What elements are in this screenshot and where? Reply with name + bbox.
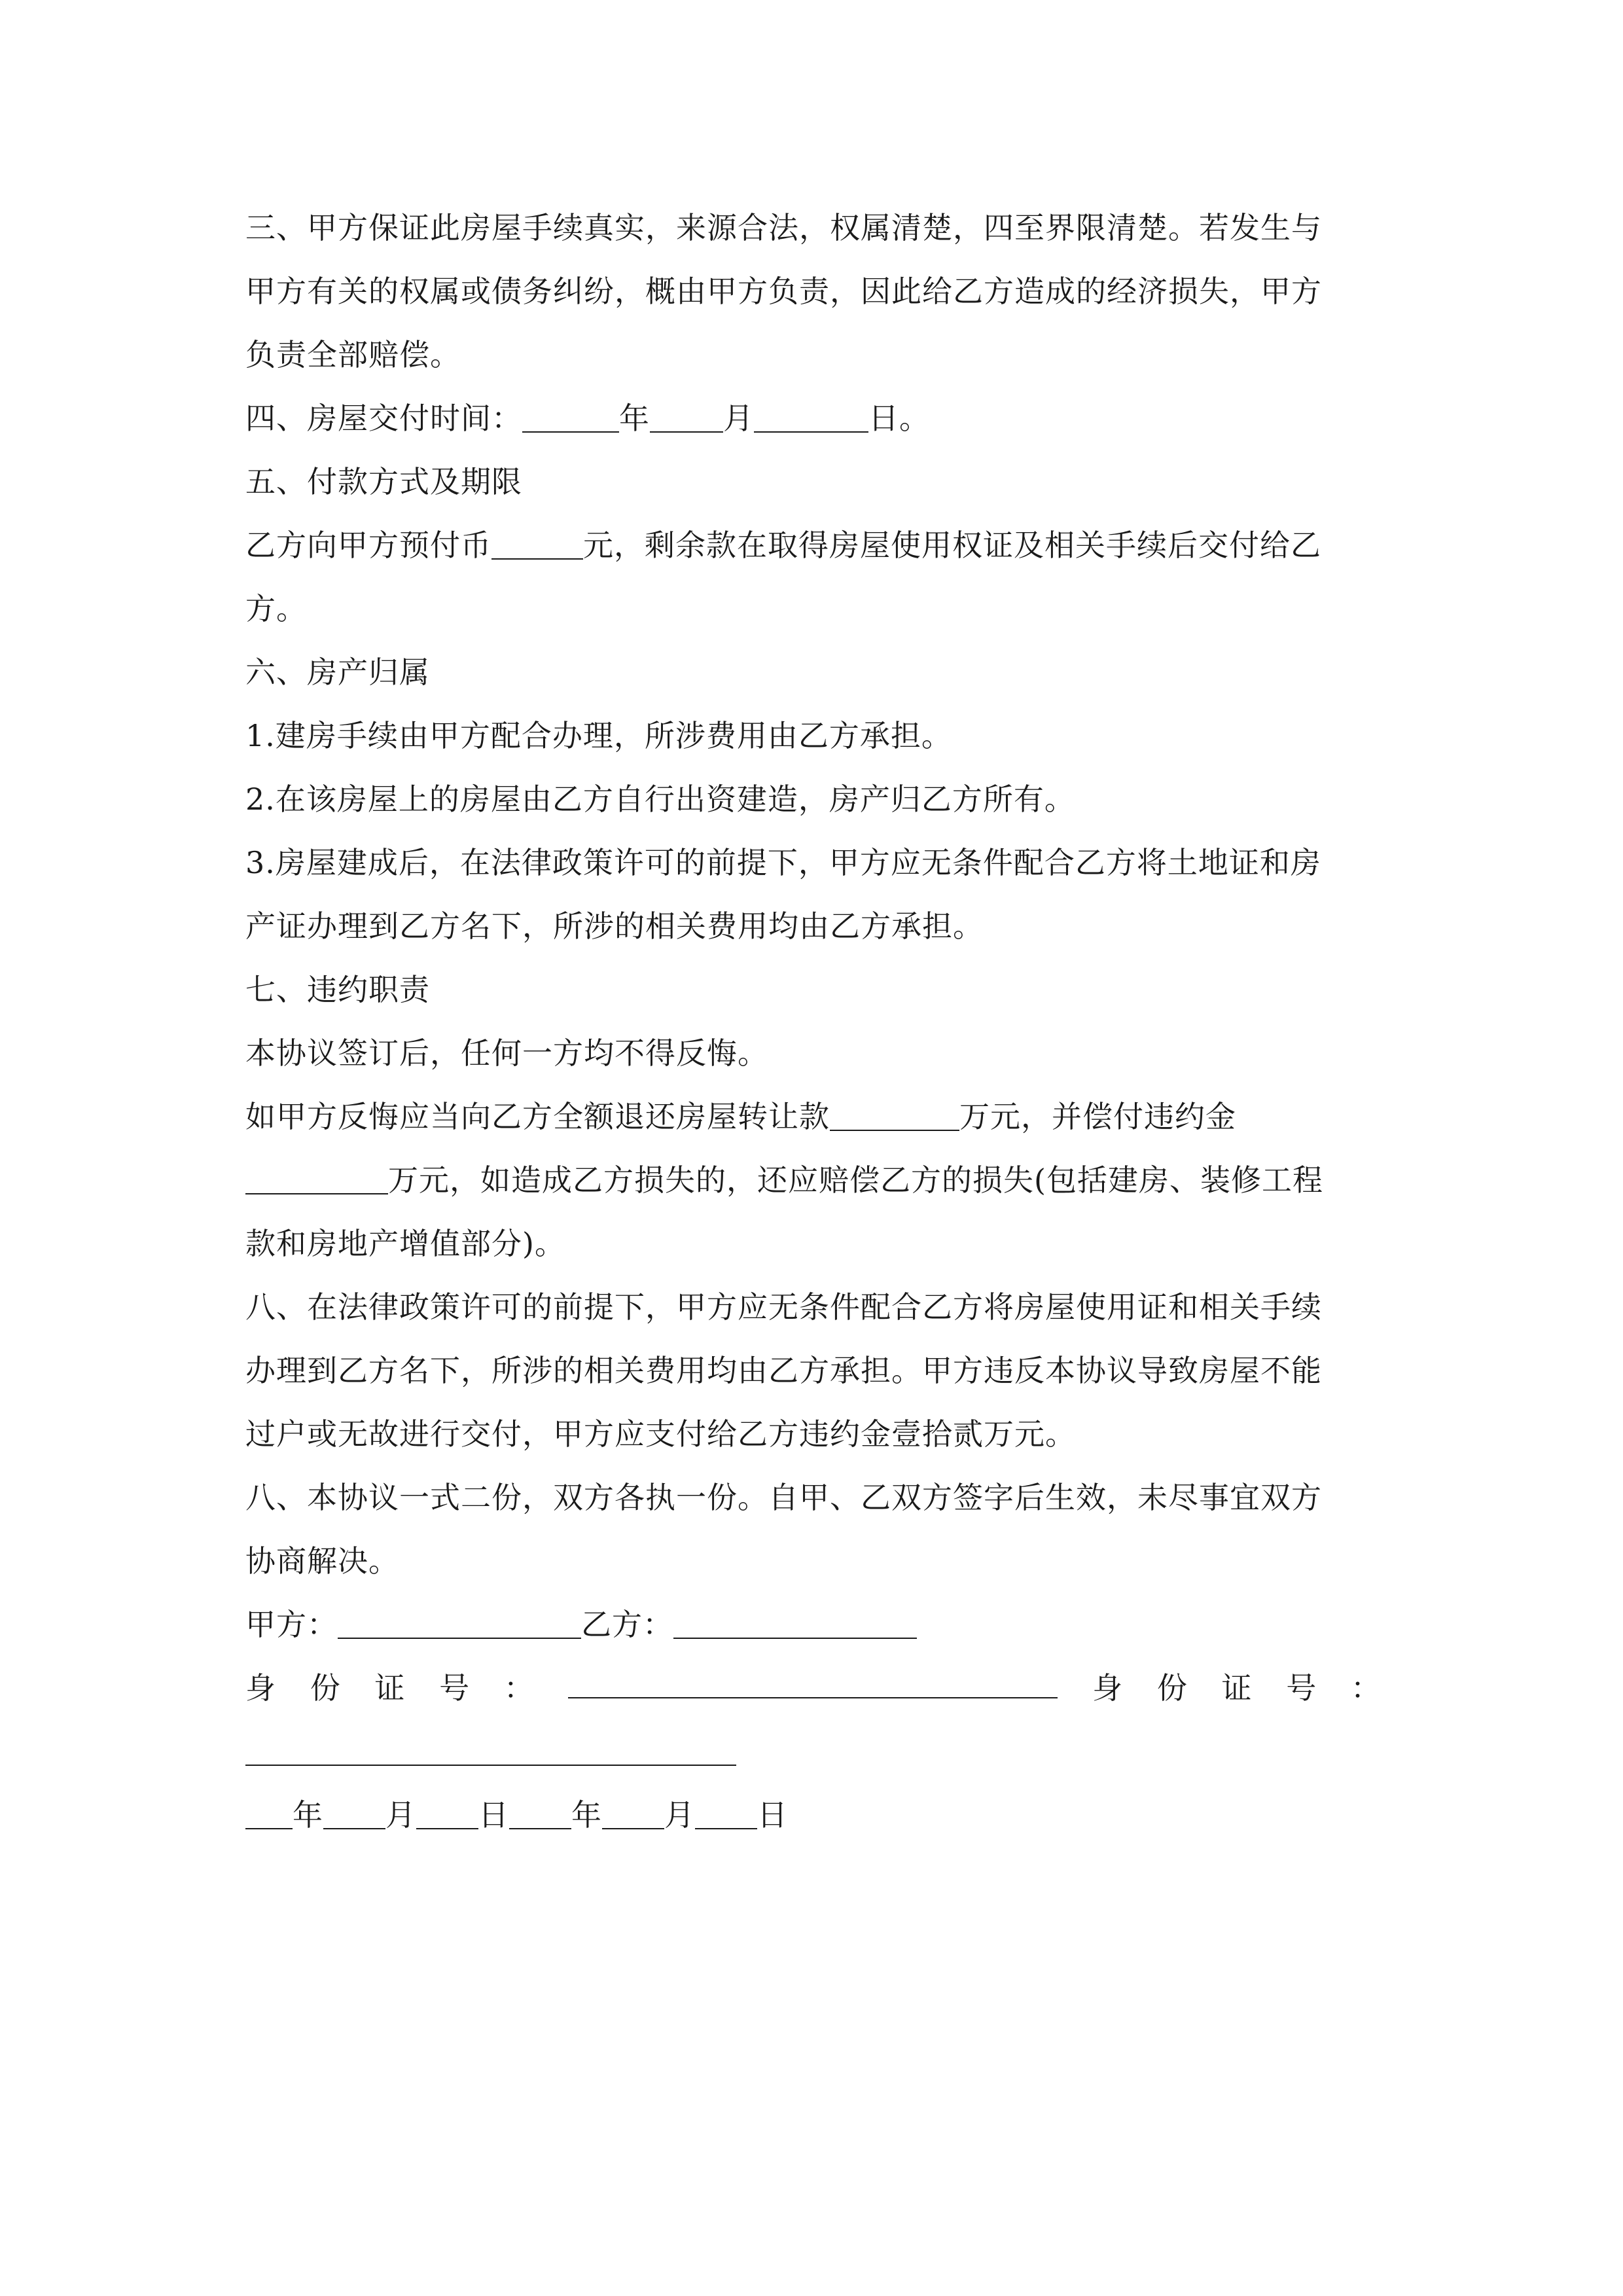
section-8-line-3: 过户或无故进行交付，甲方应支付给乙方违约金壹拾贰万元。 (245, 1416, 1076, 1452)
delivery-year-blank[interactable] (522, 401, 619, 433)
refund-amount-blank[interactable] (830, 1100, 959, 1131)
party-b-label: 乙方： (581, 1607, 673, 1642)
section-6-item-3-line-2: 产证办理到乙方名下，所涉的相关费用均由乙方承担。 (245, 908, 984, 944)
party-a-date-day-text: 日 (478, 1797, 509, 1833)
party-a-id-label-char-3: 证 (374, 1670, 405, 1706)
section-8-line-2: 办理到乙方名下，所涉的相关费用均由乙方承担。甲方违反本协议导致房屋不能 (245, 1353, 1322, 1388)
section-3-line-3: 负责全部赔偿。 (245, 337, 461, 372)
party-a-id-label-char-4: 号 (439, 1670, 470, 1706)
section-5-title: 五、付款方式及期限 (245, 464, 522, 499)
party-b-id-number-line (245, 1720, 1381, 1784)
party-b-date-day-blank[interactable] (695, 1798, 757, 1829)
section-6-item-3-line-1: 3.房屋建成后，在法律政策许可的前提下，甲方应无条件配合乙方将土地证和房 (245, 845, 1321, 880)
party-a-id-label-char-2: 份 (310, 1670, 340, 1706)
delivery-month-blank[interactable] (650, 401, 723, 433)
refund-unit-text: 万元，并偿付违约金 (959, 1099, 1236, 1134)
penalty-amount-blank[interactable] (245, 1163, 388, 1194)
refund-label: 如甲方反悔应当向乙方全额退还房屋转让款 (245, 1099, 830, 1134)
delivery-day-blank[interactable] (754, 401, 868, 433)
section-7-paragraph-2-line-3: 款和房地产增值部分)。 (245, 1226, 565, 1261)
party-a-date-year-text: 年 (293, 1797, 323, 1833)
section-6-item-2: 2.在该房屋上的房屋由乙方自行出资建造，房产归乙方所有。 (245, 781, 1075, 817)
section-3-line-1: 三、甲方保证此房屋手续真实，来源合法，权属清楚，四至界限清楚。若发生与 (245, 210, 1322, 245)
section-7-paragraph-2-line-1 (245, 1085, 1381, 1149)
party-b-id-label-char-2: 份 (1156, 1670, 1187, 1706)
party-a-id-number-blank[interactable] (568, 1667, 1058, 1698)
party-a-id-label-char-5: ： (503, 1670, 534, 1706)
delivery-year-text: 年 (619, 401, 650, 436)
prepayment-rest: 元，剩余款在取得房屋使用权证及相关手续后交付给乙 (583, 528, 1321, 563)
party-a-date-year-blank[interactable] (245, 1798, 293, 1829)
party-b-date-month-blank[interactable] (602, 1798, 664, 1829)
section-5-line-1 (245, 514, 1381, 577)
delivery-month-text: 月 (723, 401, 754, 436)
party-a-signature-blank[interactable] (338, 1607, 581, 1639)
section-7-paragraph-2-line-2 (245, 1149, 1381, 1212)
party-a-date-day-blank[interactable] (416, 1798, 478, 1829)
section-6-item-1: 1.建房手续由甲方配合办理，所涉费用由乙方承担。 (245, 718, 952, 753)
section-7-title: 七、违约职责 (245, 972, 430, 1007)
prepayment-label: 乙方向甲方预付币 (245, 528, 491, 563)
section-8b-line-1: 八、本协议一式二份，双方各执一份。自甲、乙双方签字后生效，未尽事宜双方 (245, 1480, 1322, 1515)
party-a-date-month-text: 月 (385, 1797, 416, 1833)
section-8b-line-2: 协商解决。 (245, 1543, 399, 1579)
party-b-date-month-text: 月 (664, 1797, 695, 1833)
delivery-day-text: 日。 (868, 401, 930, 436)
penalty-text: 万元，如造成乙方损失的，还应赔偿乙方的损失(包括建房、装修工程 (388, 1162, 1323, 1198)
party-b-id-label-char-4: 号 (1286, 1670, 1317, 1706)
contract-page (245, 196, 1381, 1847)
section-4-delivery-time (245, 387, 1381, 450)
section-5-line-2: 方。 (245, 591, 307, 626)
party-a-label: 甲方： (245, 1607, 338, 1642)
signature-line (245, 1593, 1381, 1657)
party-b-id-label-char-5: ： (1350, 1670, 1381, 1706)
prepayment-amount-blank[interactable] (491, 528, 583, 560)
section-7-paragraph-1: 本协议签订后，任何一方均不得反悔。 (245, 1035, 768, 1071)
id-number-line (245, 1657, 1381, 1720)
party-b-date-year-blank[interactable] (509, 1798, 571, 1829)
section-6-title: 六、房产归属 (245, 655, 430, 690)
section-8-line-1: 八、在法律政策许可的前提下，甲方应无条件配合乙方将房屋使用证和相关手续 (245, 1289, 1322, 1325)
party-b-id-number-blank[interactable] (245, 1738, 736, 1766)
party-b-date-day-text: 日 (757, 1797, 788, 1833)
party-b-id-label-char-1: 身 (1092, 1670, 1123, 1706)
delivery-time-label: 四、房屋交付时间： (245, 401, 522, 436)
party-b-date-year-text: 年 (571, 1797, 602, 1833)
signing-date-line (245, 1784, 1381, 1847)
party-b-signature-blank[interactable] (673, 1607, 917, 1639)
party-a-id-label-char-1: 身 (245, 1670, 276, 1706)
section-3-line-2: 甲方有关的权属或债务纠纷，概由甲方负责，因此给乙方造成的经济损失，甲方 (245, 274, 1322, 309)
party-b-id-label-char-3: 证 (1221, 1670, 1252, 1706)
party-a-date-month-blank[interactable] (323, 1798, 385, 1829)
